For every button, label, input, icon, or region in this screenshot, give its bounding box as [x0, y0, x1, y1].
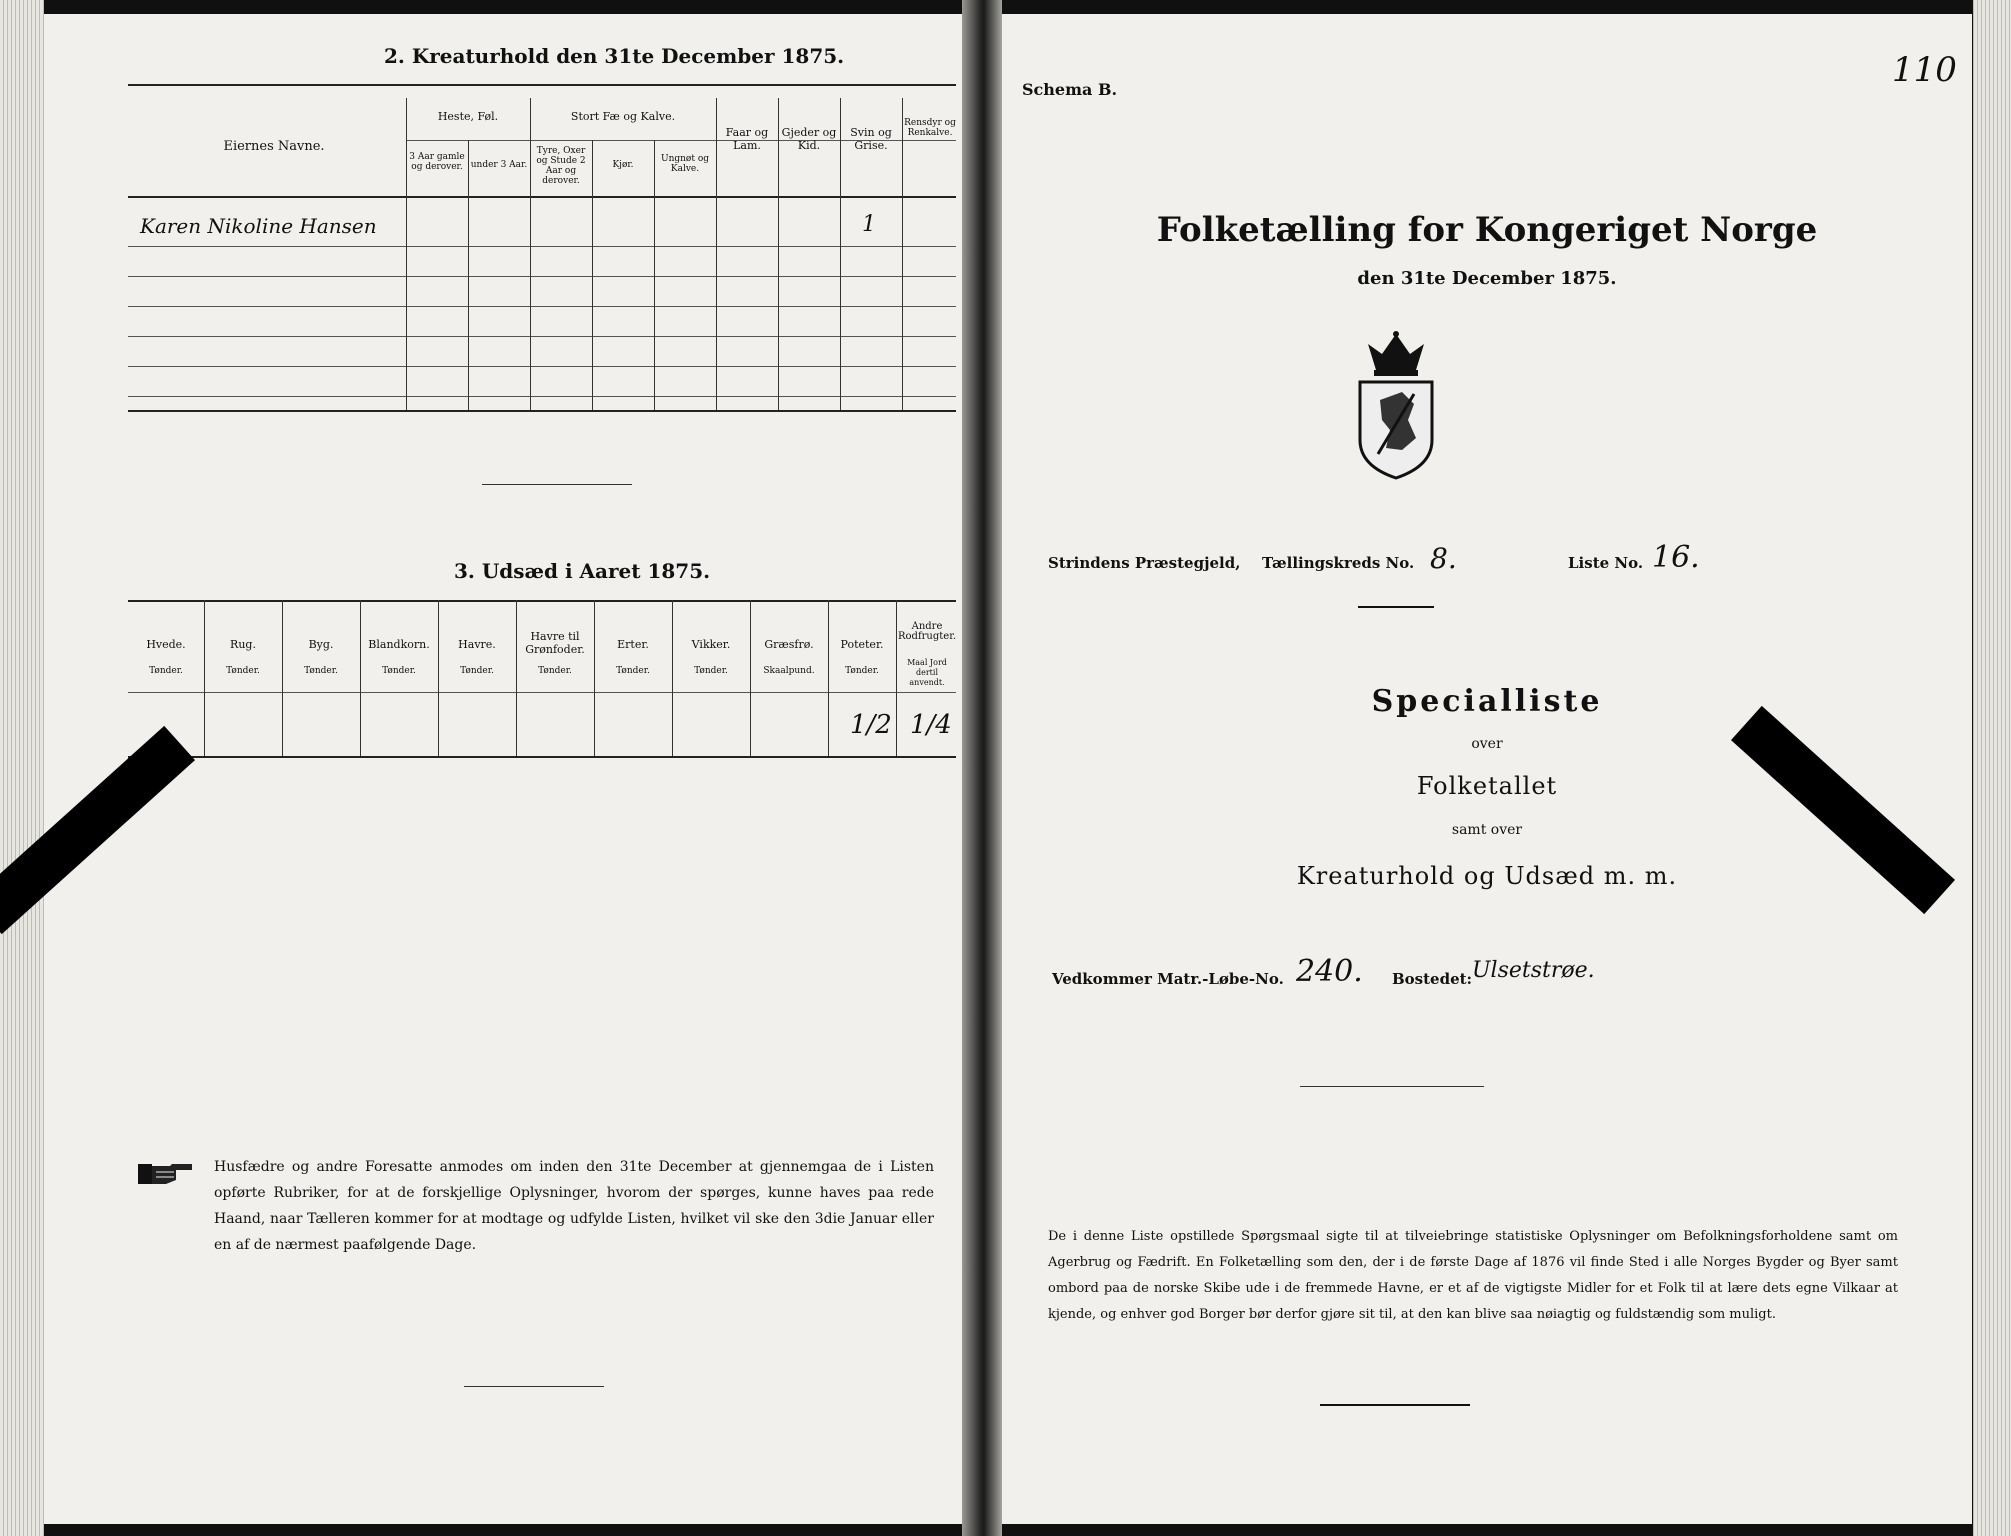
seed-blandkorn-unit: Tønder.: [382, 666, 416, 676]
kreaturhold-label: Kreaturhold og Udsæd m. m.: [1296, 862, 1678, 890]
col-horses-old: 3 Aar gamle og derover.: [409, 152, 465, 172]
col-goats: Gjeder og Kid.: [781, 126, 837, 152]
seed-havre-gronfoder: Havre til Grønfoder.: [525, 630, 585, 656]
seed-hvede: Hvede.: [146, 638, 186, 651]
seed-graesfro-unit: Skaalpund.: [763, 666, 815, 676]
seed-poteter-unit: Tønder.: [845, 666, 879, 676]
seed-hvede-unit: Tønder.: [149, 666, 183, 676]
specialliste-title: Specialliste: [1371, 684, 1603, 719]
bosted-label: Bostedet:: [1392, 970, 1473, 988]
potatoes-value: 1/2: [850, 710, 892, 740]
pigs-count: 1: [862, 212, 876, 237]
col-young-cattle: Ungnøt og Kalve.: [660, 154, 709, 174]
parish-label: Strindens Præstegjeld,: [1048, 554, 1241, 572]
col-pigs: Svin og Grise.: [850, 126, 892, 152]
horses-group: Heste, Føl.: [437, 110, 499, 123]
section3-title: 3. Udsæd i Aaret 1875.: [454, 559, 711, 583]
list-value: 16.: [1652, 540, 1700, 575]
col-cows: Kjør.: [612, 160, 634, 170]
seed-havre-unit: Tønder.: [460, 666, 494, 676]
seed-rug: Rug.: [230, 638, 256, 651]
over-label: over: [1471, 736, 1503, 752]
book-gutter: [962, 0, 1002, 1536]
page-number: 110: [1892, 50, 1957, 90]
matr-label: Vedkommer Matr.-Løbe-No.: [1052, 970, 1284, 988]
samt-over-label: samt over: [1451, 822, 1523, 838]
norway-coat-of-arms: [1354, 330, 1438, 480]
list-label: Liste No.: [1568, 554, 1644, 572]
seed-havre: Havre.: [458, 638, 496, 651]
section2-title: 2. Kreaturhold den 31te December 1875.: [384, 44, 845, 68]
seed-graesfro: Græsfrø.: [764, 638, 814, 651]
folketallet-label: Folketallet: [1416, 772, 1558, 800]
seed-erter-unit: Tønder.: [616, 666, 650, 676]
seed-andre: Andre Rodfrugter.: [898, 621, 957, 642]
date-line: den 31te December 1875.: [1357, 268, 1617, 289]
matr-value: 240.: [1296, 954, 1363, 989]
cattle-group: Stort Fæ og Kalve.: [570, 110, 676, 123]
left-page-edges: [0, 0, 44, 1536]
bottom-explanation: De i denne Liste opstillede Spørgsmaal sigte til at tilveiebringe statistiske Oplysninger om Befolkningsforholdene samt om Agerbrug og Fædrift. En Folketælling som den, der i de første Dage af 1876 vil finde Sted i alle Norges Bygder og Byer samt ombord paa de norske Skibe ude i de fremmede Havne, er et af de vigtigste Midler for et Folk til at lære dets egne Vilkaar at kjende, og enhver god Borger bør derfor gjøre sit til, at den kan blive saa nøiagtig og fuldstændig som muligt.: [1048, 1229, 1898, 1322]
owner-header: Eiernes Navne.: [223, 139, 325, 154]
right-page-edges: [1973, 0, 2011, 1536]
other-roots-value: 1/4: [910, 710, 952, 740]
seed-vikker-unit: Tønder.: [694, 666, 728, 676]
seed-andre-unit: Maal Jord dertil anvendt.: [907, 658, 947, 687]
seed-vikker: Vikker.: [691, 638, 731, 651]
seed-poteter: Poteter.: [840, 638, 884, 651]
col-reindeer: Rensdyr og Renkalve.: [904, 118, 956, 138]
col-bulls: Tyre, Oxer og Stude 2 Aar og derover.: [536, 146, 586, 186]
bosted-value: Ulsetstrøe.: [1472, 958, 1595, 983]
seed-blandkorn: Blandkorn.: [368, 638, 430, 651]
schema-label: Schema B.: [1022, 80, 1118, 99]
seed-byg-unit: Tønder.: [304, 666, 338, 676]
owner-name: Karen Nikoline Hansen: [140, 214, 377, 238]
col-horses-young: under 3 Aar.: [470, 160, 528, 170]
seed-byg: Byg.: [308, 638, 334, 651]
district-value: 8.: [1430, 542, 1457, 575]
notice-text: Husfædre og andre Foresatte anmodes om inden den 31te December at gjennemgaa de i Listen opførte Rubriker, for at de forskjellige Oplysninger, hvorom der spørges, kunne haves paa rede Haand, naar Tælleren kommer for at modtage og udfylde Listen, hvilket vil ske den 3die Januar eller en af de nærmest paafølgende Dage.: [214, 1159, 934, 1253]
seed-rug-unit: Tønder.: [226, 666, 260, 676]
col-sheep: Faar og Lam.: [725, 126, 769, 152]
seed-havre-gronfoder-unit: Tønder.: [538, 666, 572, 676]
district-label: Tællingskreds No.: [1262, 554, 1415, 572]
main-title: Folketælling for Kongeriget Norge: [1156, 210, 1818, 250]
pointing-hand-icon: [136, 1158, 194, 1190]
seed-erter: Erter.: [617, 638, 649, 651]
